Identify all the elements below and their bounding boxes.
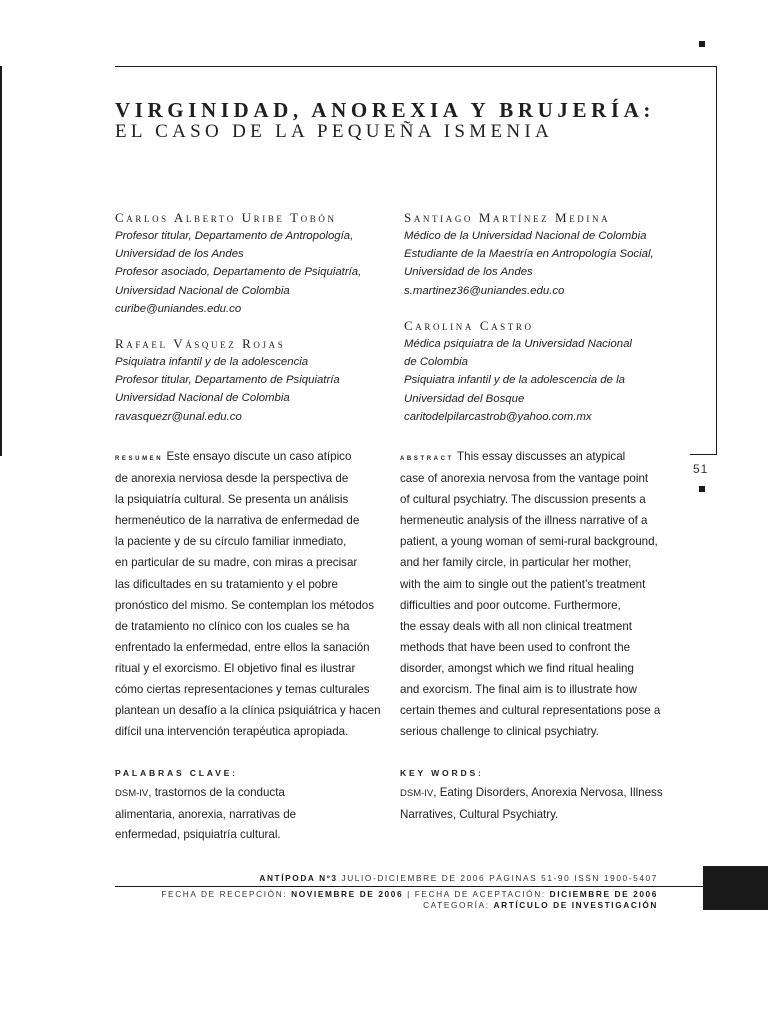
palabras-clave-section — [115, 768, 296, 846]
abstract-line: certain themes and cultural representations pose a — [400, 704, 661, 718]
abstract-line: and exorcism. The final aim is to illustrate how — [400, 683, 637, 697]
resumen-line: Este ensayo discute un caso atípico — [166, 450, 352, 463]
author-block-4 — [404, 316, 632, 426]
corner-square-page — [699, 486, 705, 492]
resumen-line: en particular de su madre, con miras a precisar — [115, 556, 358, 570]
category-line — [423, 900, 658, 910]
page-tick-rule — [690, 454, 717, 455]
abstract-line: methods that have been used to confront the — [400, 640, 631, 654]
abstract-label: abstract — [400, 453, 454, 462]
affiliation-line: Universidad Nacional de Colombia — [115, 392, 290, 405]
article-subtitle: EL CASO DE LA PEQUEÑA ISMENIA — [115, 121, 554, 142]
author-block-2 — [115, 334, 340, 426]
left-margin-rule — [0, 66, 2, 456]
abstract-line: difficulties and poor outcome. Furthermore, — [400, 598, 621, 612]
author-name: Santiago Martínez Medina — [404, 210, 611, 225]
resumen-line: plantean un desafío a la clínica psiquiátrica y hacen — [115, 704, 381, 718]
keyword-line: enfermedad, psiquiatría cultural. — [115, 828, 281, 841]
abstract-line: case of anorexia nervosa from the vantage point — [400, 472, 649, 486]
author-block-3 — [404, 208, 654, 300]
recepcion-date: NOVIEMBRE DE 2006 — [291, 889, 404, 899]
author-email: caritodelpilarcastrob@yahoo.com.mx — [404, 410, 592, 423]
author-name: Rafael Vásquez Rojas — [115, 336, 286, 351]
key-words-section — [400, 768, 663, 825]
affiliation-line: Universidad de los Andes — [115, 248, 244, 261]
resumen-line: las dificultades en su tratamiento y el pobre — [115, 577, 338, 591]
affiliation-line: Psiquiatra infantil y de la adolescencia de la — [404, 374, 625, 387]
author-affiliation — [404, 227, 654, 300]
footer-rule — [115, 886, 703, 887]
recepcion-label: FECHA DE RECEPCIÓN: — [161, 889, 292, 899]
aceptacion-label: FECHA DE ACEPTACIÓN: — [414, 889, 550, 899]
author-name: Carlos Alberto Uribe Tobón — [115, 210, 337, 225]
article-title: VIRGINIDAD, ANOREXIA Y BRUJERÍA: — [115, 98, 656, 122]
key-words-text — [400, 783, 663, 825]
resumen-line: la psiquiatría cultural. Se presenta un análisis — [115, 493, 349, 507]
journal-name: ANTÍPODA Nº3 — [259, 873, 338, 883]
abstract-line: This essay discusses an atypical — [457, 450, 626, 463]
journal-citation — [259, 873, 658, 883]
keyword-line: alimentaria, anorexia, narrativas de — [115, 807, 297, 821]
resumen-line: de anorexia nerviosa desde la perspectiva de — [115, 472, 349, 486]
affiliation-line: Universidad del Bosque — [404, 392, 525, 405]
palabras-clave-text — [115, 783, 296, 846]
author-email: s.martinez36@uniandes.edu.co — [404, 284, 565, 297]
resumen-line: hermenéutico de la narrativa de enfermedad de — [115, 514, 360, 528]
dsm-abbrev: DSM-IV — [115, 788, 149, 799]
affiliation-line: Profesor titular, Departamento de Antropología, — [115, 230, 354, 242]
resumen-line: enfrentado la enfermedad, entre ellos la sanación — [115, 640, 370, 654]
dsm-abbrev: DSM-IV — [400, 788, 434, 799]
frame-vertical-rule — [716, 66, 717, 454]
resumen-label: resumen — [115, 453, 164, 462]
abstract-line: and her family circle, in particular her mother, — [400, 556, 632, 570]
abstract-line: hermeneutic analysis of the illness narrative of a — [400, 514, 648, 528]
key-words-label: KEY WORDS: — [400, 768, 484, 778]
affiliation-line: Psiquiatra infantil y de la adolescencia — [115, 356, 309, 368]
resumen-line: cómo ciertas representaciones y temas culturales — [115, 683, 370, 697]
author-name: Carolina Castro — [404, 318, 534, 333]
corner-square-top — [699, 41, 705, 47]
keyword-line: , Eating Disorders, Anorexia Nervosa, Illness — [433, 786, 663, 799]
page-number: 51 — [693, 462, 709, 476]
dates-line — [161, 889, 658, 899]
title-rule — [115, 66, 716, 67]
categoria-label: CATEGORÍA: — [423, 900, 494, 910]
author-affiliation — [115, 227, 361, 318]
abstract-line: patient, a young woman of semi-rural background, — [400, 535, 658, 549]
abstract-section — [400, 446, 660, 742]
resumen-line: pronóstico del mismo. Se contemplan los métodos — [115, 598, 375, 612]
abstract-line: disorder, amongst which we find ritual healing — [400, 661, 634, 675]
affiliation-line: de Colombia — [404, 356, 468, 369]
date-separator: | — [403, 889, 415, 899]
palabras-clave-label: PALABRAS CLAVE: — [115, 768, 238, 778]
affiliation-line: Estudiante de la Maestría en Antropología Social, — [404, 248, 654, 261]
aceptacion-date: DICIEMBRE DE 2006 — [549, 889, 658, 899]
affiliation-line: Médico de la Universidad Nacional de Colombia — [404, 230, 647, 242]
resumen-line: difícil una intervención terapéutica apropiada. — [115, 725, 349, 739]
author-email: ravasquezr@unal.edu.co — [115, 410, 242, 423]
author-block-1 — [115, 208, 361, 318]
affiliation-line: Médica psiquiatra de la Universidad Nacional — [404, 338, 632, 350]
resumen-line: ritual y el exorcismo. El objetivo final es ilustrar — [115, 661, 356, 675]
resumen-section — [115, 446, 381, 742]
affiliation-line: Profesor asociado, Departamento de Psiquiatría, — [115, 266, 362, 279]
abstract-line: serious challenge to clinical psychiatry. — [400, 725, 599, 739]
categoria-value: ARTÍCULO DE INVESTIGACIÓN — [493, 900, 658, 910]
resumen-line: de tratamiento no clínico con los cuales se ha — [115, 619, 350, 633]
abstract-line: of cultural psychiatry. The discussion presents a — [400, 493, 646, 507]
affiliation-line: Universidad Nacional de Colombia — [115, 284, 290, 297]
author-email: curibe@uniandes.edu.co — [115, 302, 242, 315]
abstract-line: with the aim to single out the patient’s treatment — [400, 577, 646, 591]
keyword-line: Narratives, Cultural Psychiatry. — [400, 807, 559, 821]
author-affiliation — [404, 335, 632, 426]
affiliation-line: Universidad de los Andes — [404, 266, 533, 279]
footer-black-tab — [703, 866, 768, 910]
affiliation-line: Profesor titular, Departamento de Psiquiatría — [115, 374, 340, 387]
abstract-line: the essay deals with all non clinical treatment — [400, 619, 632, 633]
journal-details: JULIO-DICIEMBRE DE 2006 PÁGINAS 51-90 ISSN 1900-5407 — [337, 873, 658, 883]
resumen-line: la paciente y de su círculo familiar inmediato, — [115, 535, 347, 549]
keyword-line: , trastornos de la conducta — [148, 786, 285, 799]
author-affiliation — [115, 353, 340, 426]
